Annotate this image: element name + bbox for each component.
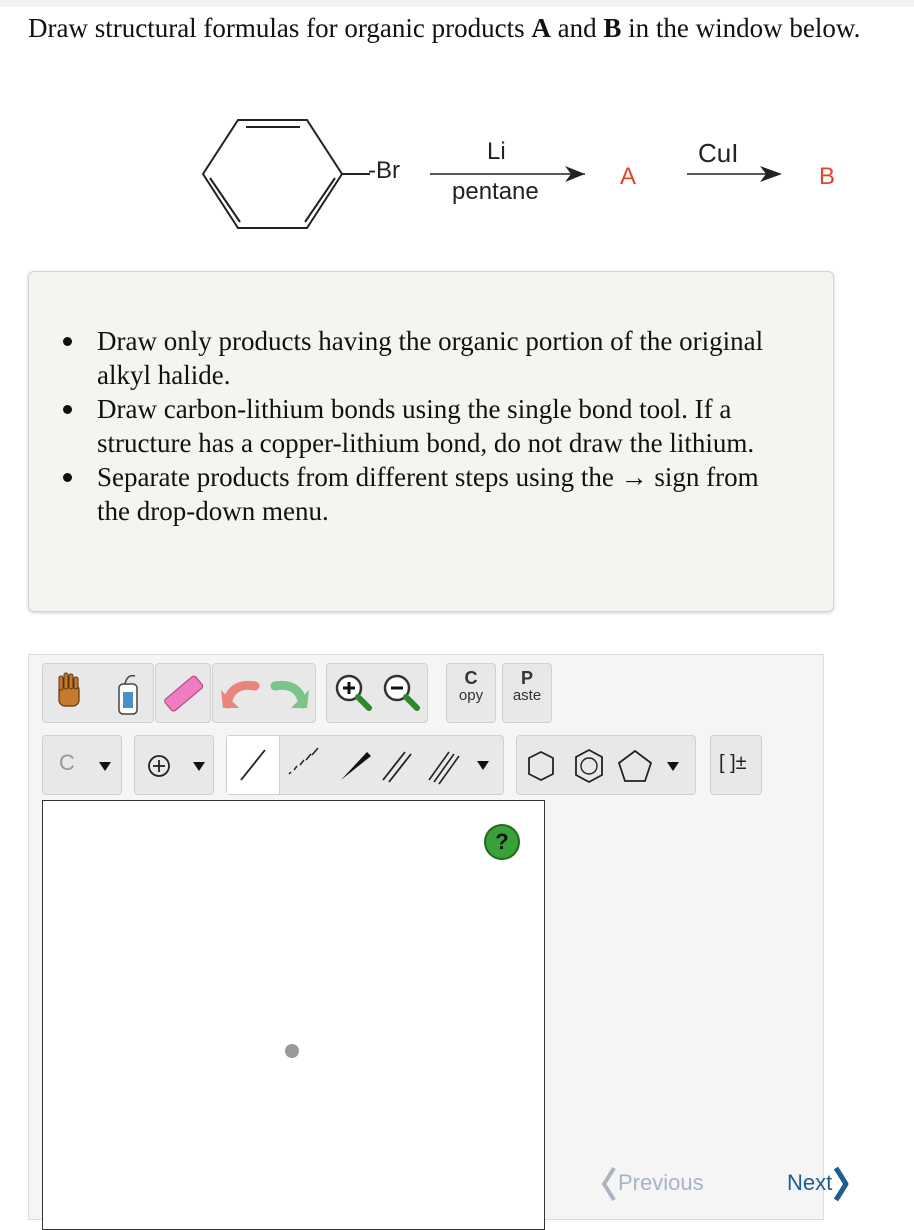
undo-icon[interactable] (221, 685, 255, 708)
question-prefix: Draw structural formulas for organic products (28, 13, 532, 43)
next-button[interactable] (787, 1166, 850, 1202)
single-bond-button[interactable] (227, 736, 280, 794)
reaction-drawing (190, 108, 870, 238)
reaction-scheme (190, 108, 870, 238)
reagent-cui: CuI (698, 138, 739, 168)
question-text (28, 12, 888, 45)
instruction-item: Draw only products having the organic portion of the original alkyl halide. (97, 324, 797, 392)
wedge-bond-icon[interactable] (341, 752, 371, 780)
charge-selector[interactable] (134, 735, 214, 795)
chevron-down-icon (477, 761, 489, 770)
paste-button[interactable] (502, 663, 552, 723)
element-selector[interactable] (42, 735, 122, 795)
previous-button[interactable] (600, 1166, 704, 1202)
bracket-label: [ ]± (719, 752, 747, 774)
next-label: Next (787, 1169, 833, 1195)
instructions-panel (28, 271, 834, 612)
chevron-left-icon (600, 1166, 618, 1202)
zoom-group (326, 663, 428, 723)
reagent-pentane: pentane (452, 178, 539, 205)
redo-icon[interactable] (275, 685, 309, 708)
ring-tools (516, 735, 696, 795)
hashed-bond-icon[interactable] (289, 748, 318, 774)
reagent-li: Li (487, 138, 506, 165)
cyclopentane-icon[interactable] (619, 751, 651, 781)
product-a-label: A (620, 163, 637, 190)
benzene-ring (203, 120, 342, 228)
bromo-substituent: -Br (368, 157, 400, 184)
bracket-button[interactable] (710, 735, 762, 795)
bullet-icon (63, 473, 72, 482)
question-product-b: B (603, 13, 622, 43)
zoom-in-icon[interactable] (337, 676, 369, 708)
triple-bond-icon[interactable] (429, 752, 459, 784)
copy-label-top: C (464, 668, 478, 688)
question-suffix: in the window below. (621, 13, 861, 43)
tool-group-select (42, 663, 154, 723)
chevron-right-icon (832, 1166, 850, 1202)
hand-icon[interactable] (59, 673, 79, 706)
copy-button[interactable] (446, 663, 496, 723)
undo-redo-group (212, 663, 316, 723)
instructions-list (97, 324, 797, 528)
instruction-item: Separate products from different steps using the → sign from the drop-down menu. (97, 460, 797, 528)
single-bond-icon (227, 736, 279, 794)
chevron-down-icon (99, 762, 111, 772)
lasso-icon[interactable] (119, 676, 137, 714)
canvas-cursor-dot (285, 1044, 299, 1058)
bullet-icon (63, 405, 72, 414)
chevron-down-icon (193, 762, 205, 771)
top-bar (0, 0, 914, 7)
question-middle: and (550, 13, 604, 43)
plus-charge-icon (149, 756, 169, 776)
bond-tools (226, 735, 504, 795)
double-bond-icon[interactable] (383, 752, 411, 782)
question-product-a: A (531, 13, 551, 43)
eraser-icon (164, 675, 204, 712)
bullet-icon (63, 337, 72, 346)
copy-label-bottom: opy (458, 687, 484, 704)
drawing-canvas[interactable] (42, 800, 545, 1230)
paste-label-top: P (520, 668, 533, 688)
element-label: C (59, 750, 75, 775)
paste-label-bottom: aste (512, 687, 542, 704)
eraser-button[interactable] (155, 663, 211, 723)
help-button[interactable]: ? (484, 824, 520, 860)
product-b-label: B (819, 163, 836, 190)
cyclohexane-icon[interactable] (529, 752, 553, 780)
zoom-out-icon[interactable] (385, 676, 417, 708)
benzene-icon[interactable] (576, 750, 602, 782)
instruction-item: Draw carbon-lithium bonds using the single bond tool. If a structure has a copper-lithium bond, do not draw the lithium. (97, 392, 797, 460)
previous-label: Previous (618, 1169, 704, 1195)
chevron-down-icon (667, 762, 679, 771)
